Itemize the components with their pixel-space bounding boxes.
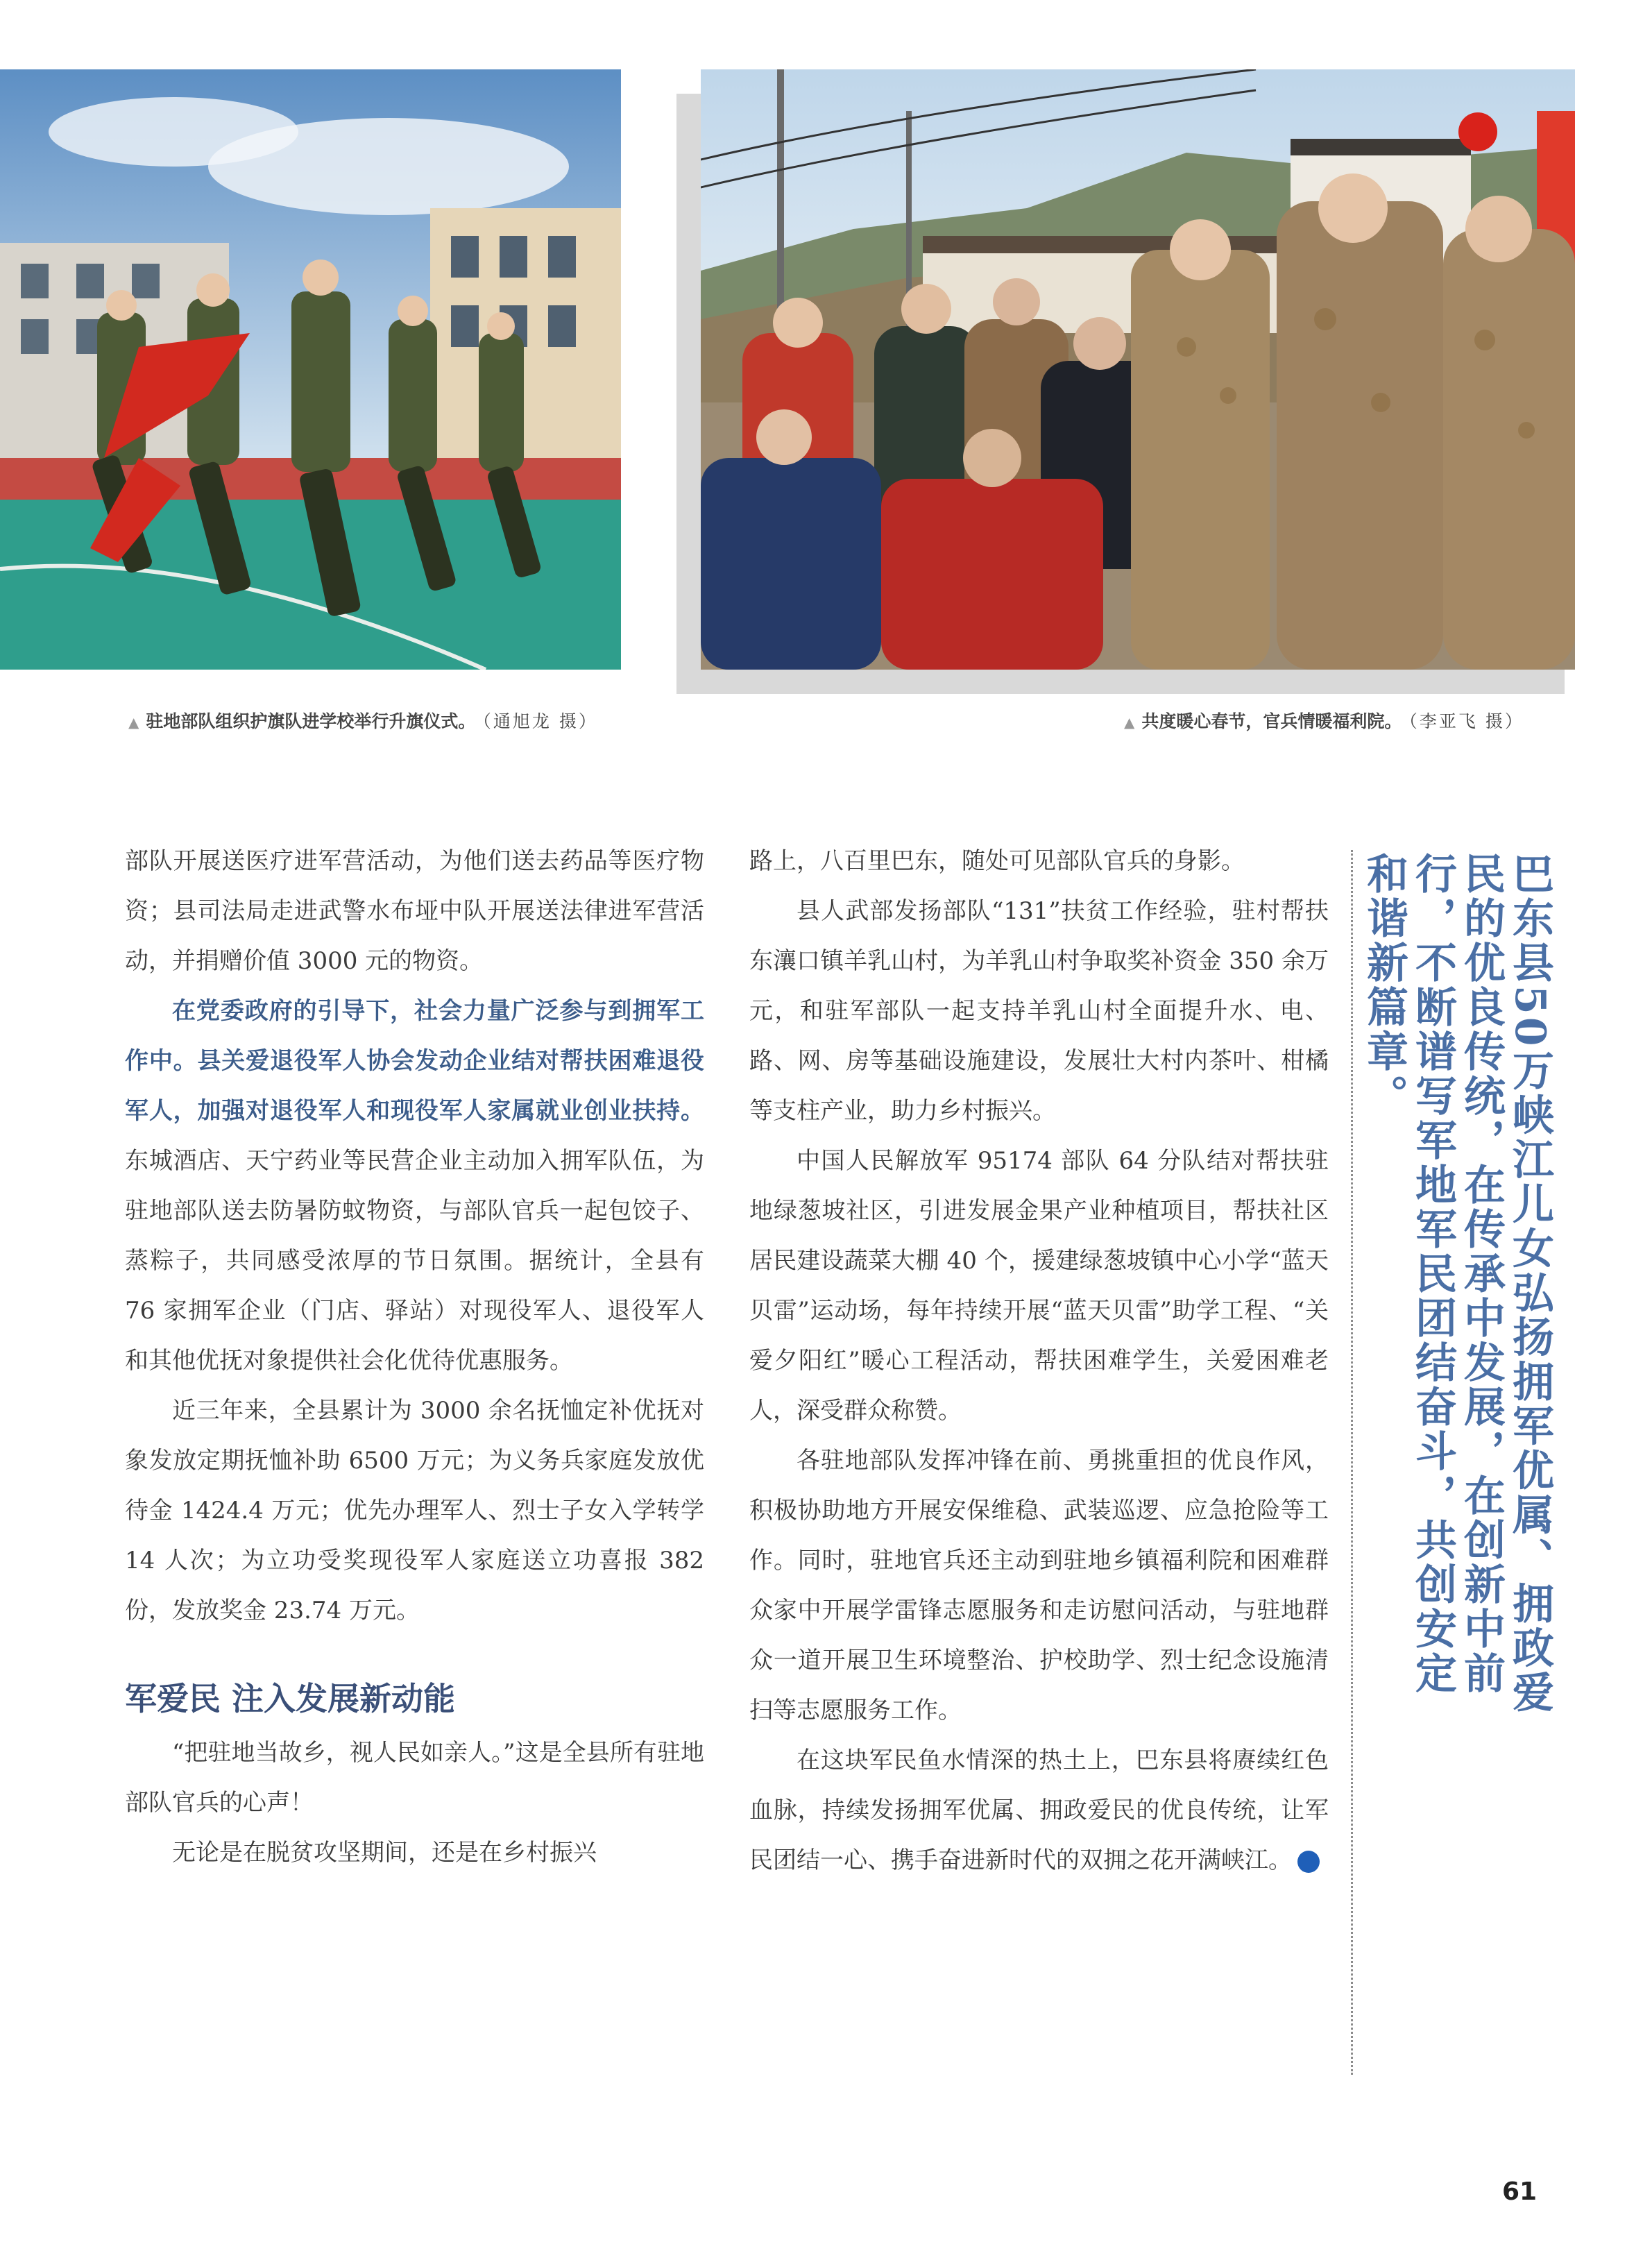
photo-welfare-visit <box>701 69 1575 670</box>
paragraph: 在党委政府的引导下，社会力量广泛参与到拥军工作中。县关爱退役军人协会发动企业结对帮扶困难退役军人，加强对退役军人和现役军人家属就业创业扶持。东城酒店、天宁药业等民营企业主动加入拥军队伍，为驻地部队送去防暑防蚊物资，与部队官兵一起包饺子、蒸粽子，共同感受浓厚的节日氛围。据统计，全县有 76 家拥军企业（门店、驿站）对现役军人、退役军人和其他优抚对象提供社会化优待优惠服务。 <box>125 997 704 1375</box>
section-heading: 军爱民 注入发展新动能 <box>125 1680 456 1717</box>
highlight-text: 在党委政府的引导下，社会力量广泛参与到拥军工作中。县关爱退役军人协会发动企业结对帮扶困难退役军人，加强对退役军人和现役军人家属就业创业扶持。 <box>125 997 704 1125</box>
paragraph: “把驻地当故乡，视人民如亲人。”这是全县所有驻地部队官兵的心声！ <box>125 1739 704 1817</box>
left-column <box>125 836 704 1878</box>
photo-caption-left: ▲ 驻地部队组织护旗队进学校举行升旗仪式。 （通旭龙 摄） <box>128 711 598 731</box>
welfare-visit-illustration <box>701 69 1575 670</box>
paragraph: 无论是在脱贫攻坚期间，还是在乡村振兴 <box>172 1839 597 1867</box>
caption-triangle-icon: ▲ <box>128 714 139 731</box>
column-divider <box>1351 850 1353 2075</box>
right-column <box>749 836 1358 1885</box>
paragraph: 在这块军民鱼水情深的热土上，巴东县将赓续红色血脉，持续发扬拥军优属、拥政爱民的优良传统，让军民团结一心、携手奋进新时代的双拥之花开满峡江。 N <box>749 1747 1358 1874</box>
photo-flag-guard <box>0 69 621 670</box>
photo-caption-right: ▲ 共度暖心春节，官兵情暖福利院。 （李亚飞 摄） <box>1124 711 1524 731</box>
paragraph: 县人武部发扬部队“131”扶贫工作经验，驻村帮扶东瀼口镇羊乳山村，为羊乳山村争取奖补资金 350 余万元，和驻军部队一起支持羊乳山村全面提升水、电、路、网、房等基础设施建设，发展壮大村内茶叶、柑橘等支柱产业，助力乡村振兴。 <box>749 897 1329 1125</box>
flag-guard-illustration <box>0 69 621 670</box>
page-number: 61 <box>1502 2177 1538 2206</box>
paragraph: 中国人民解放军 95174 部队 64 分队结对帮扶驻地绿葱坡社区，引进发展金果产业种植项目，帮扶社区居民建设蔬菜大棚 40 个，援建绿葱坡镇中心小学“蓝天贝雷”运动场，每年持续开展“蓝天贝雷”助学工程、“关爱夕阳红”暖心工程活动，帮扶困难学生，关爱困难老人，深受群众称赞。 <box>749 1147 1329 1425</box>
end-mark-icon: N <box>1297 1851 1320 1873</box>
paragraph: 各驻地部队发挥冲锋在前、勇挑重担的优良作风，积极协助地方开展安保维稳、武装巡逻、应急抢险等工作。同时，驻地官兵还主动到驻地乡镇福利院和困难群众家中开展学雷锋志愿服务和走访慰问活动，与驻地群众一道开展卫生环境整治、护校助学、烈士纪念设施清扫等志愿服务工作。 <box>749 1447 1329 1724</box>
paragraph: 部队开展送医疗进军营活动，为他们送去药品等医疗物资；县司法局走进武警水布垭中队开展送法律进军营活动，并捐赠价值 3000 元的物资。 <box>125 847 704 975</box>
paragraph: 近三年来，全县累计为 3000 余名抚恤定补优抚对象发放定期抚恤补助 6500 万元；为义务兵家庭发放优待金 1424.4 万元；优先办理军人、烈士子女入学转学 14 人次；为立功受奖现役军人家庭送立功喜报 382 份，发放奖金 23.74 万元。 <box>125 1397 704 1624</box>
pull-quote: 巴东县50万峡江儿女弘扬拥军优属、拥政爱民的优良传统，在传承中发展，在创新中前行，不断谱写军地军民团结奋斗，共创安定和谐新篇章。 <box>1360 852 1554 1715</box>
caption-triangle-icon: ▲ <box>1124 714 1135 731</box>
paragraph: 路上，八百里巴东，随处可见部队官兵的身影。 <box>749 847 1245 875</box>
